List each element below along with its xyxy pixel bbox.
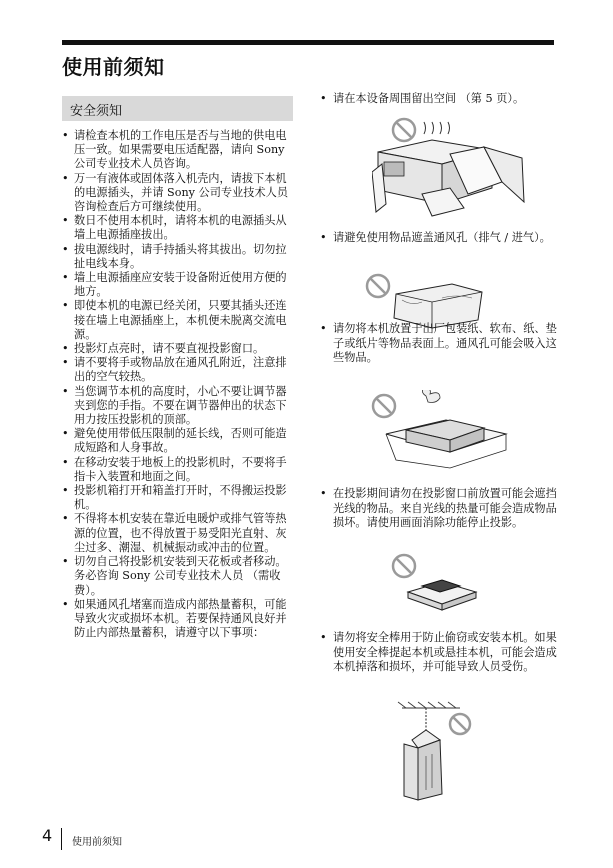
section-heading: 安全须知 — [70, 104, 123, 119]
figure-projector-space — [372, 112, 532, 222]
list-item: • 避免使用带低压限制的延长线，否则可能造成短路和人身事故。 — [62, 427, 296, 455]
figure-soft-surface — [366, 390, 516, 470]
list-item: • 在投影期间请勿在投影窗口前放置可能会遮挡光线的物品。来自光线的热量可能会造成物品损坏。请使用画面消除功能停止投影。 — [320, 487, 560, 531]
cover-vents-item — [320, 231, 560, 246]
list-item: • 在移动安装于地板上的投影机时，不要将手指卡入装置和地面之间。 — [62, 456, 296, 484]
prohibition-icon — [450, 714, 470, 734]
prohibition-icon — [393, 119, 415, 141]
page-number: 4 — [42, 826, 53, 845]
block-light-item — [320, 487, 560, 531]
page-title: 使用前须知 — [62, 55, 165, 79]
list-item: • 万一有液体或固体落入机壳内，请拔下本机的电源插头，并请 Sony 公司专业技术人员咨询检查后方可继续使用。 — [62, 172, 296, 215]
ventilation-space-item — [320, 92, 560, 107]
list-item: • 请避免使用物品遮盖通风孔（排气 / 进气）。 — [320, 231, 560, 246]
list-item: • 切勿自己将投影机安装到天花板或者移动。务必咨询 Sony 公司专业技术人员 （需收费）。 — [62, 555, 296, 598]
list-item: • 请勿将本机放置于出厂包装纸、软布、纸、垫子或纸片等物品表面上。通风孔可能会吸入这些物品。 — [320, 322, 560, 366]
left-column — [62, 129, 296, 640]
list-item: • 当您调节本机的高度时，小心不要让调节器夹到您的手指。不要在调节器伸出的状态下用力按压投影机的顶部。 — [62, 385, 296, 428]
prohibition-icon — [367, 275, 389, 297]
list-item: • 即使本机的电源已经关闭，只要其插头还连接在墙上电源插座上，本机便未脱离交流电源。 — [62, 299, 296, 342]
list-item: • 请勿将安全棒用于防止偷窃或安装本机。如果使用安全棒提起本机或悬挂本机，可能会造成本机掉落和损坏，并可能导致人员受伤。 — [320, 631, 560, 675]
prohibition-icon — [393, 555, 415, 577]
list-item: • 投影灯点亮时，请不要直视投影窗口。 — [62, 342, 296, 356]
soft-surface-item — [320, 322, 560, 366]
security-bar-item — [320, 631, 560, 675]
figure-covered-vent — [362, 270, 512, 330]
list-item: • 请检查本机的工作电压是否与当地的供电电压一致。如果需要电压适配器，请向 Sony 公司专业技术人员咨询。 — [62, 129, 296, 172]
list-item: • 请不要将手或物品放在通风孔附近，注意排出的空气较热。 — [62, 356, 296, 384]
section-heading-box — [62, 96, 293, 121]
top-rule — [62, 40, 554, 45]
list-item: • 投影机箱打开和箱盖打开时，不得搬运投影机。 — [62, 484, 296, 512]
figure-security-bar — [396, 700, 486, 810]
list-item: • 拔电源线时，请手持插头将其拔出。切勿拉扯电线本身。 — [62, 243, 296, 271]
list-item: • 请在本设备周围留出空间 （第 5 页）。 — [320, 92, 560, 107]
footer-label: 使用前须知 — [72, 837, 122, 848]
list-item: • 数日不使用本机时，请将本机的电源插头从墙上电源插座拔出。 — [62, 214, 296, 242]
footer-rule — [61, 828, 62, 850]
list-item: • 不得将本机安装在靠近电暖炉或排气管等热源的位置，也不得放置于易受阳光直射、灰尘过多、潮湿、机械振动或冲击的位置。 — [62, 512, 296, 555]
prohibition-icon — [373, 395, 395, 417]
figure-block-window — [384, 552, 494, 612]
safety-list — [62, 129, 296, 640]
list-item: • 如果通风孔堵塞而造成内部热量蓄积，可能导致火灾或损坏本机。若要保持通风良好并防止内部热量蓄积，请遵守以下事项： — [62, 598, 296, 641]
list-item: • 墙上电源插座应安装于设备附近使用方便的地方。 — [62, 271, 296, 299]
